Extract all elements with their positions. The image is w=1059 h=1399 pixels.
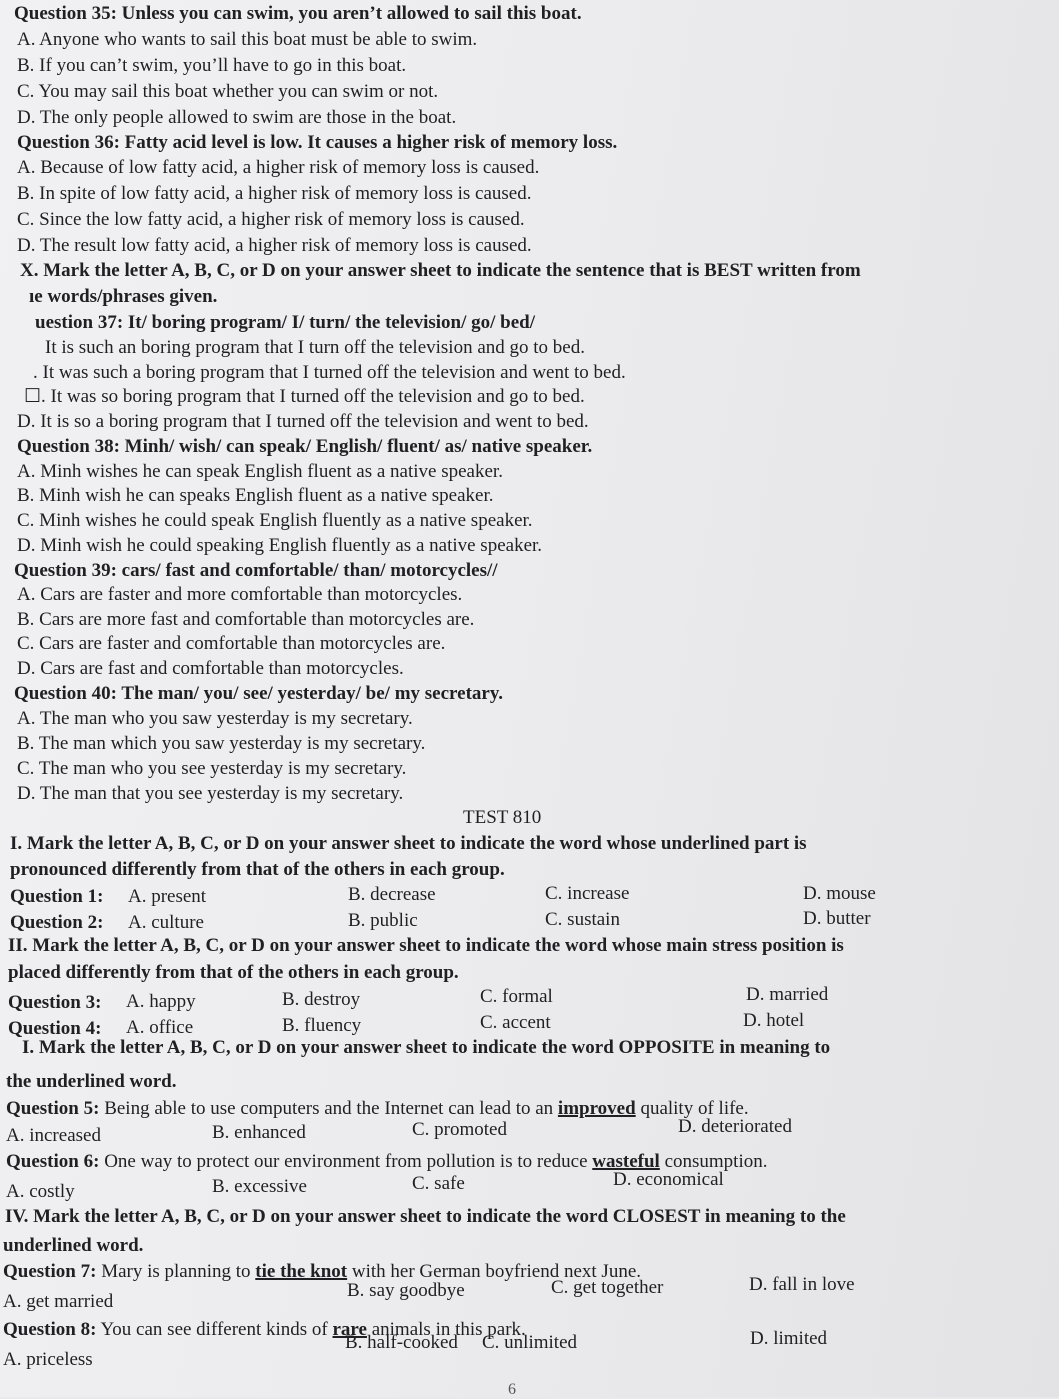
section-iv-heading: IV. Mark the letter A, B, C, or D on your answer sheet to indicate the word CLOSEST in meaning to the — [5, 1206, 846, 1227]
option-35-a: A. Anyone who wants to sail this boat must be able to swim. — [17, 29, 478, 50]
option-37-c: ☐. It was so boring program that I turned off the television and go to bed. — [24, 386, 585, 407]
section-i-heading-cont: pronounced differently from that of the others in each group. — [10, 859, 505, 880]
section-ii-heading: II. Mark the letter A, B, C, or D on your answer sheet to indicate the word whose main stress position is — [8, 935, 844, 956]
question-38-stem-text: Question 38: Minh/ wish/ can speak/ English/ fluent/ as/ native speaker. — [17, 436, 593, 457]
question-4-option-c: C. accent — [480, 1012, 551, 1033]
question-3-option-d: D. married — [746, 984, 829, 1005]
question-8-option-c: C. unlimited — [482, 1332, 577, 1353]
option-38-c: C. Minh wishes he could speak English fluently as a native speaker. — [17, 510, 533, 531]
question-1-option-a: A. present — [128, 886, 207, 907]
test-title: TEST 810 — [463, 807, 542, 828]
question-4-option-b: B. fluency — [282, 1015, 362, 1036]
question-2-option-c: C. sustain — [545, 909, 620, 930]
option-40-a: A. The man who you saw yesterday is my secretary. — [17, 708, 413, 729]
option-39-d: D. Cars are fast and comfortable than motorcycles. — [17, 658, 404, 679]
question-3-label: Question 3: — [8, 992, 102, 1013]
option-39-c: C. Cars are faster and comfortable than motorcycles are. — [17, 633, 446, 654]
question-6-stem: Question 6: One way to protect our environment from pollution is to reduce wasteful consumption. — [6, 1151, 768, 1172]
section-iv-heading-cont: underlined word. — [3, 1235, 144, 1256]
section-ii-heading-cont: placed differently from that of the others in each group. — [8, 962, 459, 983]
question-3-option-b: B. destroy — [282, 989, 361, 1010]
option-37-b: . It was such a boring program that I turned off the television and went to bed. — [33, 362, 626, 383]
question-37-stem: uestion 37: It/ boring program/ I/ turn/ the television/ go/ bed/ — [35, 312, 536, 333]
question-4-option-a: A. office — [126, 1017, 194, 1038]
question-2-label: Question 2: — [10, 912, 104, 933]
option-36-c: C. Since the low fatty acid, a higher risk of memory loss is caused. — [17, 209, 525, 230]
question-6-option-c: C. safe — [412, 1173, 465, 1194]
question-6-option-d: D. economical — [613, 1169, 724, 1190]
question-7-option-a: A. get married — [3, 1291, 114, 1312]
question-6-option-b: B. excessive — [212, 1176, 307, 1197]
option-40-b: B. The man which you saw yesterday is my secretary. — [17, 733, 426, 754]
option-37-d: D. It is so a boring program that I turned off the television and went to bed. — [17, 411, 589, 432]
question-8-underlined-word: rare — [332, 1319, 367, 1340]
question-2-option-b: B. public — [348, 910, 418, 931]
question-5-option-d: D. deteriorated — [678, 1116, 792, 1137]
question-4-option-d: D. hotel — [743, 1010, 805, 1031]
option-38-a: A. Minh wishes he can speak English fluent as a native speaker. — [17, 461, 503, 482]
question-5-underlined-word: improved — [557, 1098, 636, 1119]
question-7-option-b: B. say goodbye — [347, 1280, 465, 1301]
question-8-option-a: A. priceless — [3, 1349, 93, 1370]
question-4-label: Question 4: — [8, 1018, 102, 1039]
question-6-option-a: A. costly — [6, 1181, 75, 1202]
question-3-option-c: C. formal — [480, 986, 553, 1007]
section-x-heading: X. Mark the letter A, B, C, or D on your answer sheet to indicate the sentence that is BEST written from — [20, 260, 861, 281]
question-35-stem: Question 35: Unless you can swim, you aren’t allowed to sail this boat. — [14, 3, 582, 24]
section-x-heading-cont: ıe words/phrases given. — [29, 286, 218, 307]
option-40-d: D. The man that you see yesterday is my secretary. — [17, 783, 404, 804]
question-40-stem: Question 40: The man/ you/ see/ yesterday/ be/ my secretary. — [14, 683, 504, 704]
question-5-option-b: B. enhanced — [212, 1122, 306, 1143]
question-7-option-d: D. fall in love — [749, 1274, 855, 1295]
option-36-d: D. The result low fatty acid, a higher risk of memory loss is caused. — [17, 235, 532, 256]
option-38-b: B. Minh wish he can speaks English fluent as a native speaker. — [17, 485, 494, 506]
question-5-option-a: A. increased — [6, 1125, 101, 1146]
question-6-underlined-word: wasteful — [592, 1151, 660, 1172]
option-37-a: It is such an boring program that I turn off the television and go to bed. — [45, 337, 585, 358]
option-36-a: A. Because of low fatty acid, a higher risk of memory loss is caused. — [17, 157, 540, 178]
question-8-option-b: B. half-cooked — [345, 1332, 458, 1353]
question-5-option-c: C. promoted — [412, 1119, 507, 1140]
question-1-label: Question 1: — [10, 886, 104, 907]
question-7-underlined-phrase: tie the knot — [255, 1261, 348, 1282]
option-35-c: C. You may sail this boat whether you can swim or not. — [17, 81, 439, 102]
question-8-option-d: D. limited — [750, 1328, 828, 1349]
question-2-option-d: D. butter — [803, 908, 871, 929]
question-39-stem: Question 39: cars/ fast and comfortable/ than/ motorcycles// — [14, 560, 498, 581]
section-i-heading: I. Mark the letter A, B, C, or D on your answer sheet to indicate the word whose underlined part is — [10, 833, 807, 854]
section-iii-heading: I. Mark the letter A, B, C, or D on your answer sheet to indicate the word OPPOSITE in meaning to — [22, 1037, 831, 1058]
option-40-c: C. The man who you see yesterday is my secretary. — [17, 758, 407, 779]
question-8-stem: Question 8: You can see different kinds of rare animals in this park. — [3, 1319, 526, 1340]
page-number: 6 — [508, 1381, 516, 1398]
question-1-option-c: C. increase — [545, 883, 630, 904]
option-35-b: B. If you can’t swim, you’ll have to go in this boat. — [17, 55, 407, 76]
option-36-b: B. In spite of low fatty acid, a higher risk of memory loss is caused. — [17, 183, 532, 204]
question-36-stem: Question 36: Fatty acid level is low. It causes a higher risk of memory loss. — [17, 132, 618, 153]
option-39-b: B. Cars are more fast and comfortable than motorcycles are. — [17, 609, 475, 630]
question-5-stem: Question 5: Being able to use computers and the Internet can lead to an improved quality of life. — [6, 1098, 749, 1119]
question-2-option-a: A. culture — [128, 912, 204, 933]
question-38-stem — [17, 435, 592, 459]
question-1-option-b: B. decrease — [348, 884, 436, 905]
question-7-stem: Question 7: Mary is planning to tie the knot with her German boyfriend next June. — [3, 1261, 642, 1282]
option-39-a: A. Cars are faster and more comfortable than motorcycles. — [17, 584, 463, 605]
question-1-option-d: D. mouse — [803, 883, 876, 904]
option-38-d: D. Minh wish he could speaking English fluently as a native speaker. — [17, 535, 543, 556]
option-35-d: D. The only people allowed to swim are those in the boat. — [17, 107, 457, 128]
question-7-option-c: C. get together — [551, 1277, 664, 1298]
section-iii-heading-cont: the underlined word. — [6, 1071, 177, 1092]
question-3-option-a: A. happy — [126, 991, 196, 1012]
